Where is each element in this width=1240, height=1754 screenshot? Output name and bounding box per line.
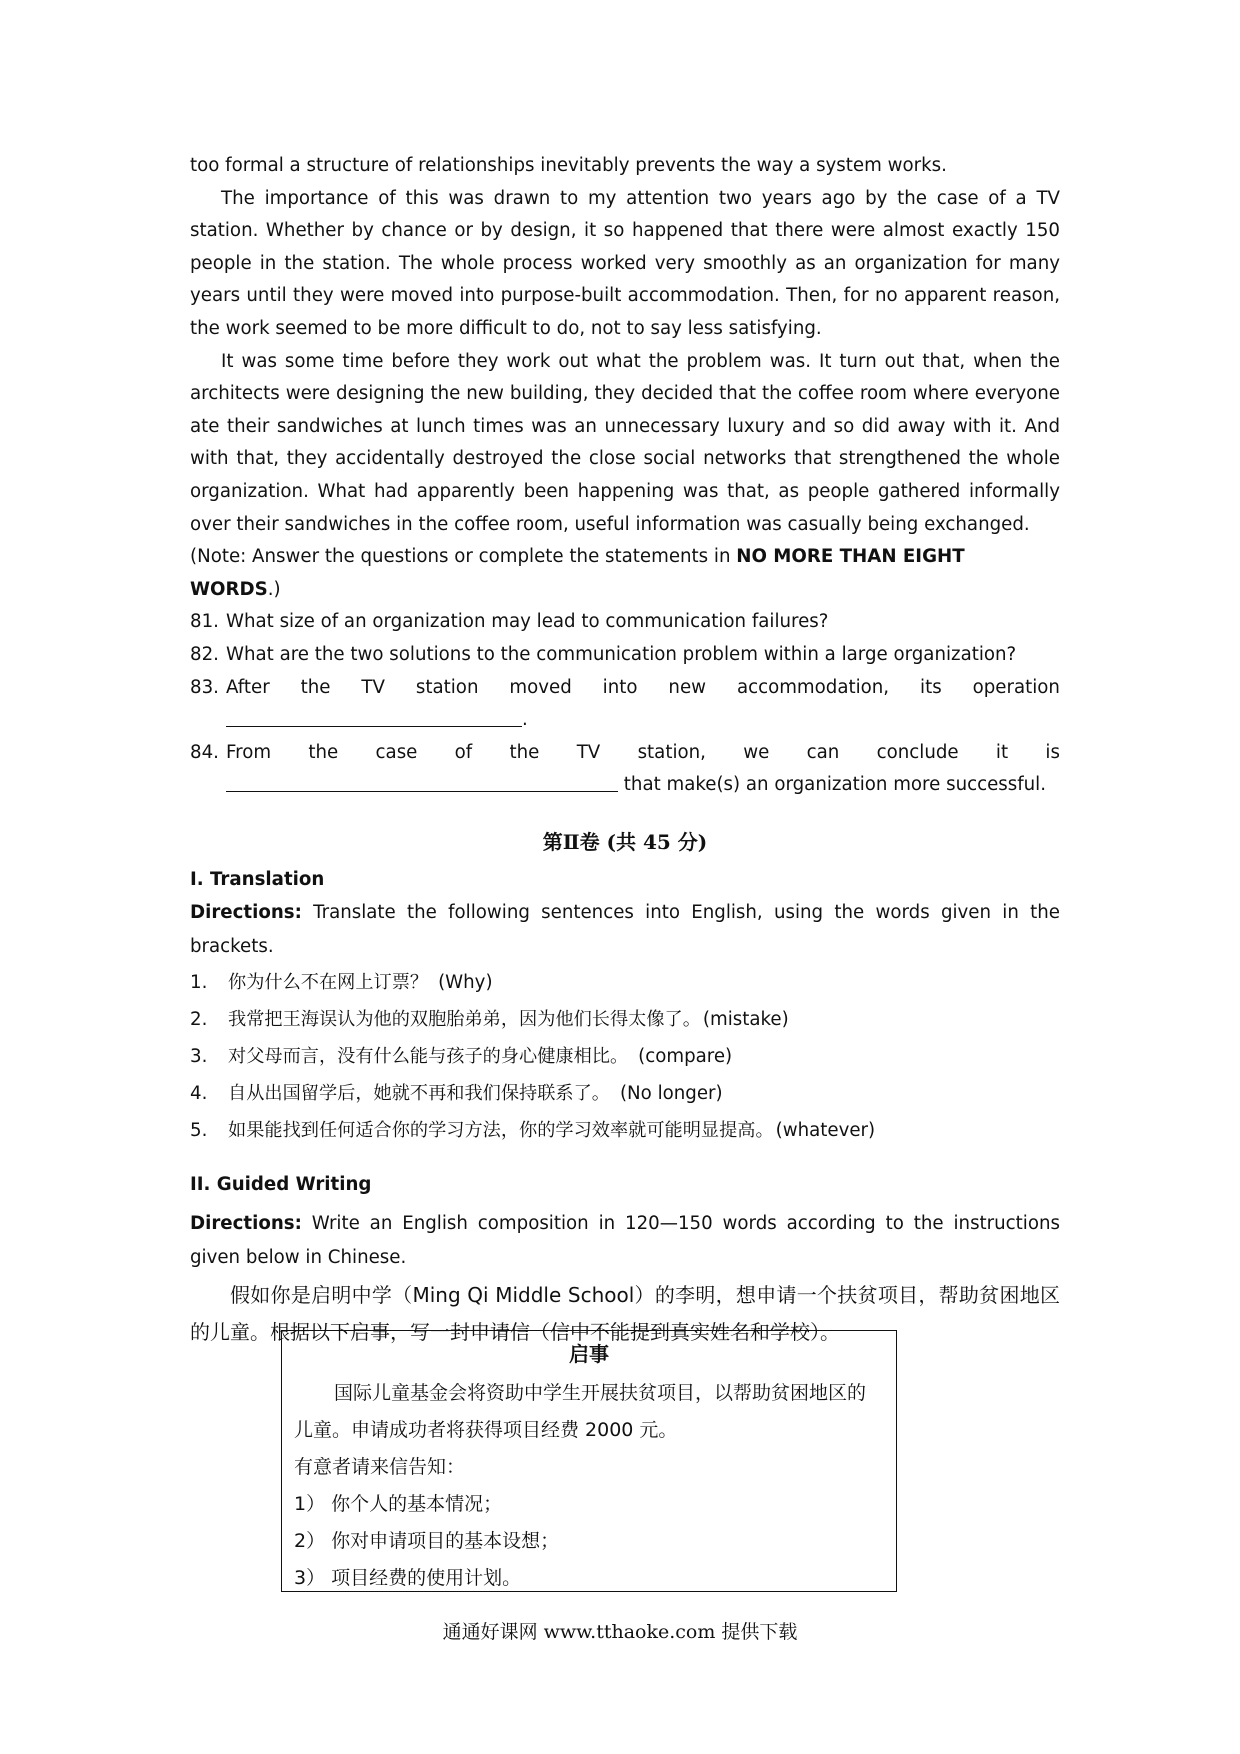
directions-text: Write an English composition in 120—150 words according to the instructions given below in Chinese.	[190, 1212, 1060, 1268]
word: station	[415, 676, 479, 698]
answer-note	[190, 541, 1060, 606]
word: can	[806, 741, 840, 763]
notice-item: 1） 你个人的基本情况；	[294, 1493, 503, 1515]
item-number: 1.	[190, 971, 208, 993]
translation-item	[190, 1038, 1060, 1075]
question-83-line	[226, 672, 1060, 705]
translation-item	[190, 1075, 1060, 1112]
word: operation	[972, 676, 1060, 698]
word: case	[375, 741, 418, 763]
question-84-line	[226, 737, 1060, 770]
question-82	[190, 639, 1060, 672]
note-suffix: .)	[267, 578, 281, 600]
notice-item: 3） 项目经费的使用计划。	[294, 1567, 522, 1589]
word: the	[509, 741, 540, 763]
question-number: 82.	[190, 643, 219, 665]
word: the	[308, 741, 339, 763]
word: After	[226, 676, 270, 698]
question-number: 81.	[190, 611, 219, 633]
item-number: 5.	[190, 1119, 208, 1141]
translation-item	[190, 964, 1060, 1001]
question-81	[190, 606, 1060, 639]
question-83	[190, 672, 1060, 737]
directions-label: Directions:	[190, 1212, 302, 1234]
word: TV	[576, 741, 601, 763]
item-chinese: 如果能找到任何适合你的学习方法，你的学习效率就可能明显提高。	[228, 1119, 774, 1141]
translation-item	[190, 1112, 1060, 1149]
answer-line-84	[226, 769, 1060, 802]
word: TV	[361, 676, 385, 698]
passage-paragraph-1: The importance of this was drawn to my attention two years ago by the case of a TV station. Whether by chance or by design, it so happened that there were almost exactly 150 people in the station. The whole process worked very smoothly as an organization for many years until they were moved into purpose-built accommodation. Then, for no apparent reason, the work seemed to be more difficult to do, not to say less satisfying.	[190, 187, 1060, 339]
item-chinese: 自从出国留学后，她就不再和我们保持联系了。	[228, 1082, 610, 1104]
note-word-limit: NO MORE THAN EIGHT WORDS	[190, 546, 965, 600]
item-hint: (mistake)	[702, 1008, 789, 1030]
item-chinese: 你为什么不在网上订票？	[228, 971, 429, 993]
page-content	[190, 150, 1060, 1351]
translation-directions	[190, 896, 1060, 964]
word: conclude	[876, 741, 959, 763]
page-footer: 通通好课网 www.tthaoke.com 提供下载	[442, 1621, 798, 1643]
word: is	[1045, 741, 1060, 763]
item-number: 3.	[190, 1045, 208, 1067]
notice-body: 国际儿童基金会将资助中学生开展扶贫项目，以帮助贫困地区的儿童。申请成功者将获得项目经费 2000 元。	[294, 1382, 867, 1441]
writing-directions	[190, 1207, 1060, 1275]
translation-item	[190, 1001, 1060, 1038]
word: new	[668, 676, 707, 698]
notice-item: 2） 你对申请项目的基本设想；	[294, 1530, 560, 1552]
writing-title: II. Guided Writing	[190, 1173, 372, 1195]
word: it	[995, 741, 1009, 763]
notice-title: 启事	[569, 1342, 609, 1366]
answer-line-83	[226, 704, 1060, 737]
word: the	[300, 676, 331, 698]
notice-request: 有意者请来信告知：	[294, 1456, 466, 1478]
word: moved	[509, 676, 572, 698]
answer-blank[interactable]	[226, 704, 522, 727]
question-number: 83.	[190, 676, 219, 698]
word: we	[743, 741, 770, 763]
answer-blank[interactable]	[226, 769, 618, 792]
item-hint: (whatever)	[775, 1119, 876, 1141]
item-hint: (compare)	[638, 1045, 733, 1067]
question-text	[226, 672, 1060, 737]
word: From	[226, 741, 272, 763]
sentence-end: .	[522, 709, 528, 731]
word: of	[454, 741, 473, 763]
item-chinese: 对父母而言，没有什么能与孩子的身心健康相比。	[228, 1045, 629, 1067]
item-number: 2.	[190, 1008, 208, 1030]
directions-label: Directions:	[190, 901, 302, 923]
word: its	[920, 676, 942, 698]
translation-title: I. Translation	[190, 868, 325, 890]
word: accommodation,	[736, 676, 890, 698]
item-number: 4.	[190, 1082, 208, 1104]
passage-paragraph-2: It was some time before they work out what the problem was. It turn out that, when the architects were designing the new building, they decided that the coffee room where everyone ate their sandwiches at lunch times was an unnecessary luxury and so did away with it. And with that, they accidentally destroyed the close social networks that strengthened the whole organization. What had apparently been happening was that, as people gathered informally over their sandwiches in the coffee room, useful information was casually being exchanged.	[190, 350, 1060, 535]
question-84	[190, 737, 1060, 802]
notice-box	[281, 1330, 897, 1592]
question-text: What are the two solutions to the communication problem within a large organization?	[226, 643, 1017, 665]
item-hint: (Why)	[438, 971, 493, 993]
note-prefix: (Note: Answer the questions or complete the statements in	[190, 546, 737, 568]
word: station,	[637, 741, 706, 763]
item-chinese: 我常把王海误认为他的双胞胎弟弟，因为他们长得太像了。	[228, 1008, 701, 1030]
part-2-title: 第Ⅱ卷 (共 45 分)	[542, 829, 708, 854]
directions-text: Translate the following sentences into English, using the words given in the brackets.	[190, 901, 1060, 957]
question-text: What size of an organization may lead to communication failures?	[226, 611, 829, 633]
sentence-end: that make(s) an organization more successful.	[623, 774, 1047, 796]
item-hint: (No longer)	[619, 1082, 723, 1104]
question-number: 84.	[190, 741, 219, 763]
question-text	[226, 737, 1060, 802]
writing-prompt: 假如你是启明中学（Ming Qi Middle School）的李明，想申请一个扶贫项目，帮助贫困地区的儿童。根据以下启事，写一封申请信（信中不能提到真实姓名和学校）。	[190, 1282, 1060, 1344]
word: into	[602, 676, 638, 698]
passage-line-top: too formal a structure of relationships inevitably prevents the way a system works.	[190, 155, 947, 176]
